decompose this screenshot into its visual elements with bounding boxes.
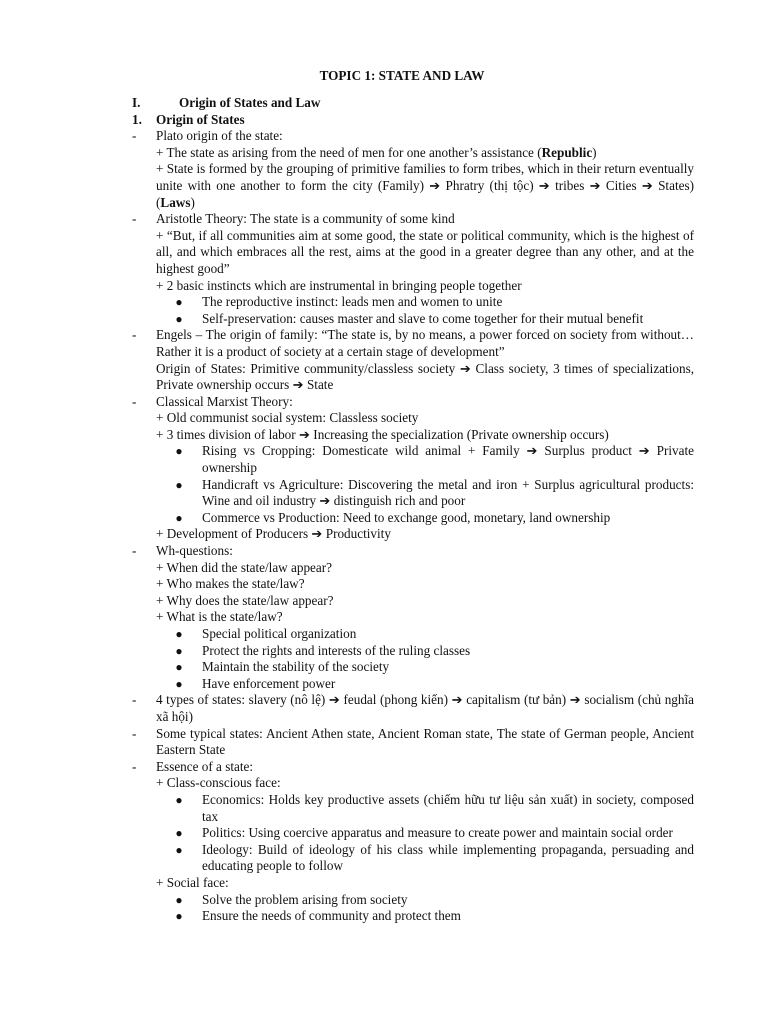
dash-marker: - xyxy=(132,128,137,144)
dash-marker: - xyxy=(132,692,137,708)
marxist-line-3: + Development of Producers ➔ Productivity xyxy=(156,526,391,542)
marxist-line-1: + Old communist social system: Classless society xyxy=(156,410,419,426)
marxist-line-2: + 3 times division of labor ➔ Increasing the specialization (Private ownership occurs) xyxy=(156,426,609,442)
bullet-icon: ● xyxy=(175,892,183,907)
bullet-icon: ● xyxy=(175,676,183,691)
list-item-marxist xyxy=(132,394,694,411)
list-item-aristotle xyxy=(132,211,694,228)
wh-question: + What is the state/law? xyxy=(156,609,283,625)
list-item-essence xyxy=(132,759,694,776)
dash-marker: - xyxy=(132,725,137,741)
bullet-icon: ● xyxy=(175,660,183,675)
bold-laws: Laws xyxy=(160,194,191,210)
aristotle-quote: + “But, if all communities aim at some good, the state or political community, which is the highest of all, and which embraces all the rest, aims at the good in a greater degree than any other, and at the highest good” xyxy=(156,227,694,276)
class-face-label: + Class-conscious face: xyxy=(156,775,281,791)
bullet-icon: ● xyxy=(175,792,183,807)
wh-question: + When did the state/law appear? xyxy=(156,559,332,575)
bullet-item: ● Commerce vs Production: Need to exchange good, monetary, land ownership xyxy=(156,510,694,527)
bullet-item: ● The reproductive instinct: leads men and women to unite xyxy=(156,294,694,311)
bullet-icon: ● xyxy=(175,477,183,492)
dash-marker: - xyxy=(132,543,137,559)
plato-line-1: + The state as arising from the need of men for one another’s assistance (Republic) xyxy=(156,144,597,160)
dash-marker: - xyxy=(132,758,137,774)
bullet-icon: ● xyxy=(175,643,183,658)
bullet-item: ● Economics: Holds key productive assets (chiếm hữu tư liệu sản xuất) in society, composed tax xyxy=(156,792,694,825)
aristotle-instincts: + 2 basic instincts which are instrumental in bringing people together xyxy=(156,277,522,293)
list-item-plato xyxy=(132,128,694,145)
bullet-item: ● Rising vs Cropping: Domesticate wild animal + Family ➔ Surplus product ➔ Private ownership xyxy=(156,443,694,476)
document-title: TOPIC 1: STATE AND LAW xyxy=(319,68,485,83)
list-item-types xyxy=(132,692,694,725)
bullet-icon: ● xyxy=(175,444,183,459)
section-heading xyxy=(132,95,694,112)
bullet-item: ● Maintain the stability of the society xyxy=(156,659,694,676)
bullet-item: ● Special political organization xyxy=(156,626,694,643)
bullet-icon: ● xyxy=(175,826,183,841)
engels-origin: Origin of States: Primitive community/classless society ➔ Class society, 3 times of specializations, Private ownership occurs ➔ State xyxy=(156,360,694,393)
types-text: 4 types of states: slavery (nô lệ) ➔ feudal (phong kiến) ➔ capitalism (tư bản) ➔ socialism (chủ nghĩa xã hội) xyxy=(156,692,694,724)
subsection-marker: 1. xyxy=(132,111,142,127)
subsection-title: Origin of States xyxy=(156,111,245,127)
bullet-icon: ● xyxy=(175,311,183,326)
dash-marker: - xyxy=(132,327,137,343)
bullet-item: ● Self-preservation: causes master and slave to come together for their mutual benefit xyxy=(156,311,694,328)
bullet-icon: ● xyxy=(175,842,183,857)
bullet-item: ● Protect the rights and interests of the ruling classes xyxy=(156,643,694,660)
essence-intro: Essence of a state: xyxy=(156,758,254,774)
bullet-item: ● Ensure the needs of community and protect them xyxy=(156,908,694,925)
bullet-icon: ● xyxy=(175,909,183,924)
bullet-item: ● Solve the problem arising from society xyxy=(156,892,694,909)
bullet-icon: ● xyxy=(175,627,183,641)
wh-intro: Wh-questions: xyxy=(156,543,233,559)
bullet-item: ● Handicraft vs Agriculture: Discovering the metal and iron + Surplus agricultural products: Wine and oil industry ➔ distinguish rich and poor xyxy=(156,477,694,510)
plato-line-2: + State is formed by the grouping of primitive families to form tribes, which in their return eventually unite with one another to form the city (Family) ➔ Phratry (thị tộc) ➔ tribes ➔ Cities ➔ States) (Laws) xyxy=(156,161,694,210)
plato-intro: Plato origin of the state: xyxy=(156,128,283,144)
typical-text: Some typical states: Ancient Athen state, Ancient Roman state, The state of German people, Ancient Eastern State xyxy=(156,725,694,758)
bold-republic: Republic xyxy=(541,144,593,160)
dash-marker: - xyxy=(132,393,137,409)
list-item-typical xyxy=(132,726,694,759)
subsection-heading xyxy=(132,112,694,129)
document-body xyxy=(132,95,694,925)
section-title: Origin of States and Law xyxy=(179,95,321,110)
list-item-engels xyxy=(132,327,694,360)
list-item-wh-questions xyxy=(132,543,694,560)
wh-question: + Why does the state/law appear? xyxy=(156,592,334,608)
bullet-item: ● Politics: Using coercive apparatus and measure to create power and maintain social order xyxy=(156,825,694,842)
bullet-icon: ● xyxy=(175,295,183,310)
social-face-label: + Social face: xyxy=(156,874,229,890)
engels-intro: Engels – The origin of family: “The state is, by no means, a power forced on society from without… Rather it is a product of society at a certain stage of development” xyxy=(156,327,694,359)
section-marker: I. xyxy=(132,95,141,110)
bullet-item: ● Have enforcement power xyxy=(156,676,694,693)
bullet-item: ● Ideology: Build of ideology of his class while implementing propaganda, persuading and educating people to follow xyxy=(156,842,694,875)
marxist-intro: Classical Marxist Theory: xyxy=(156,393,293,409)
dash-marker: - xyxy=(132,211,137,227)
bullet-icon: ● xyxy=(175,510,183,525)
wh-question: + Who makes the state/law? xyxy=(156,576,305,592)
aristotle-intro: Aristotle Theory: The state is a community of some kind xyxy=(156,211,455,227)
